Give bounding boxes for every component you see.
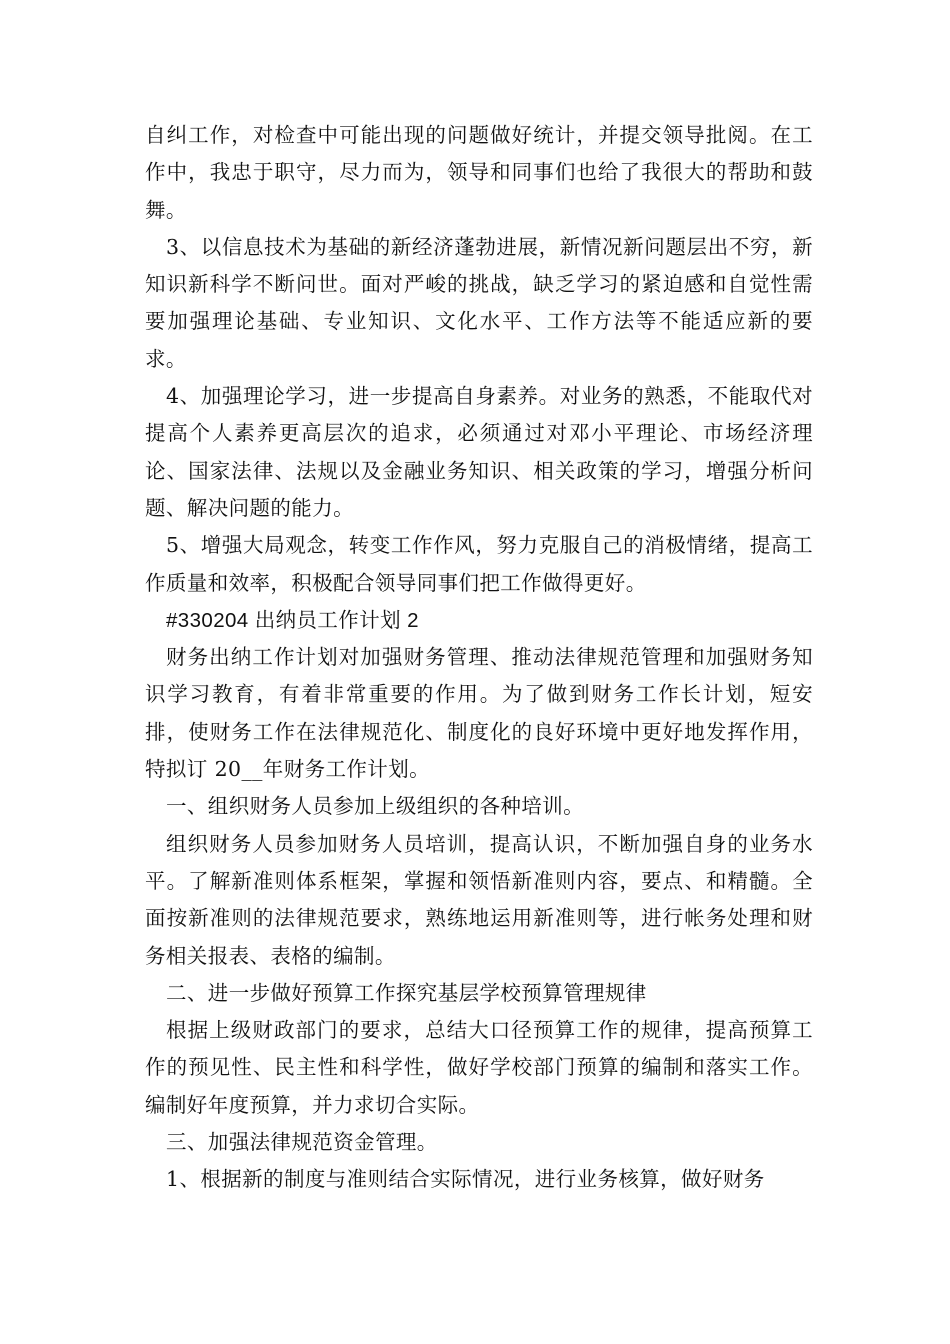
paragraph-3: 4、加强理论学习，进一步提高自身素养。对业务的熟悉，不能取代对提高个人素养更高层次的追求，必须通过对邓小平理论、市场经济理论、国家法律、法规以及金融业务知识、相关政策的学习，增强分析问题、解决问题的能力。 xyxy=(145,384,813,520)
document-page xyxy=(145,117,813,1199)
paragraph-10: 根据上级财政部门的要求，总结大口径预算工作的规律，提高预算工作的预见性、民主性和科学性，做好学校部门预算的编制和落实工作。编制好年度预算，并力求切合实际。 xyxy=(145,1018,813,1117)
section-heading: #330204 出纳员工作计划 2 xyxy=(166,608,419,632)
paragraph-6: 财务出纳工作计划对加强财务管理、推动法律规范管理和加强财务知识学习教育，有着非常重要的作用。为了做到财务工作长计划，短安排，使财务工作在法律规范化、制度化的良好环境中更好地发挥作用，特拟订 20__年财务工作计划。 xyxy=(145,645,813,782)
subheading-3: 三、加强法律规范资金管理。 xyxy=(166,1130,438,1155)
paragraph-4: 5、增强大局观念，转变工作作风，努力克服自己的消极情绪，提高工作质量和效率，积极配合领导同事们把工作做得更好。 xyxy=(145,533,813,595)
subheading-2: 二、进一步做好预算工作探究基层学校预算管理规律 xyxy=(166,980,647,1005)
paragraph-12: 1、根据新的制度与准则结合实际情况，进行业务核算，做好财务 xyxy=(166,1167,765,1192)
paragraph-2: 3、以信息技术为基础的新经济蓬勃进展，新情况新问题层出不穷，新知识新科学不断问世。面对严峻的挑战，缺乏学习的紧迫感和自觉性需要加强理论基础、专业知识、文化水平、工作方法等不能适应新的要求。 xyxy=(145,234,813,371)
paragraph-8: 组织财务人员参加财务人员培训，提高认识，不断加强自身的业务水平。了解新准则体系框架，掌握和领悟新准则内容，要点、和精髓。全面按新准则的法律规范要求，熟练地运用新准则等，进行帐务处理和财务相关报表、表格的编制。 xyxy=(145,831,813,968)
paragraph-1: 自纠工作，对检查中可能出现的问题做好统计，并提交领导批阅。在工作中，我忠于职守，尽力而为，领导和同事们也给了我很大的帮助和鼓舞。 xyxy=(145,123,813,222)
subheading-1: 一、组织财务人员参加上级组织的各种培训。 xyxy=(166,794,584,819)
